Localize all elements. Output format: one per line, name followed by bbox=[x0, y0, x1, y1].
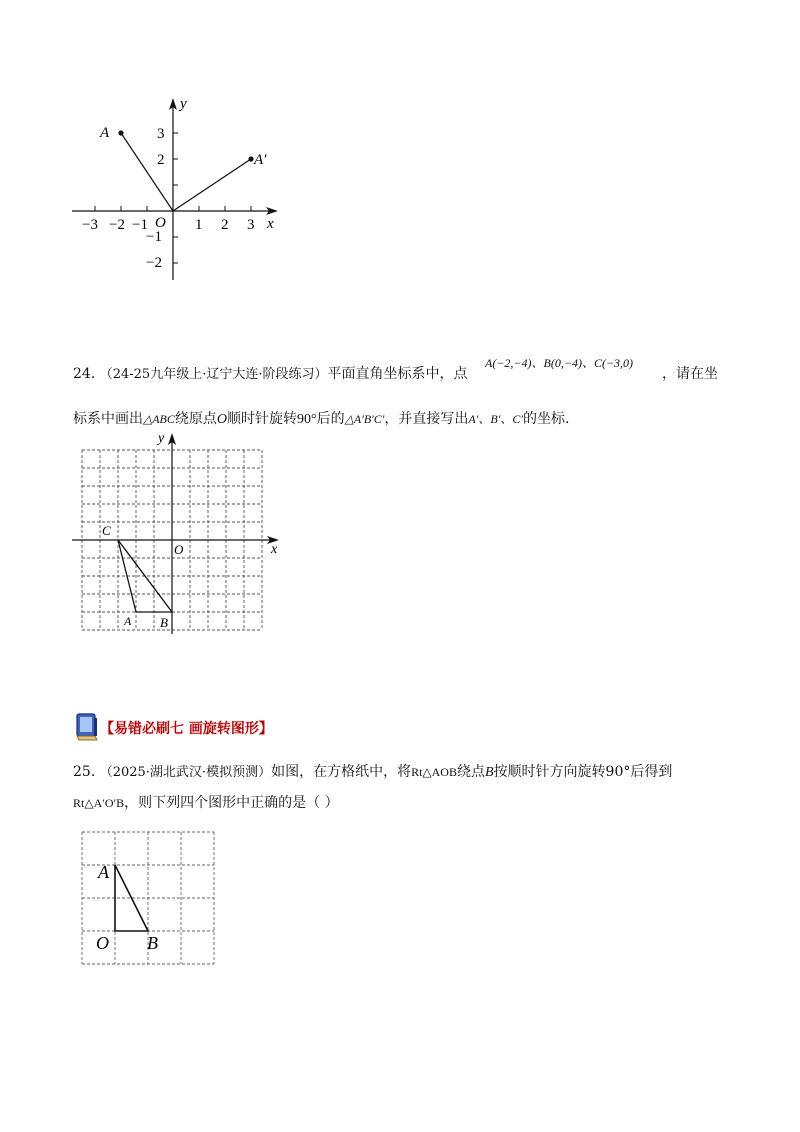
q24-text-8: 的坐标. bbox=[522, 411, 570, 427]
point-a-dot bbox=[118, 130, 123, 135]
q25-text-5: ，则下列四个图形中正确的是（ ） bbox=[124, 795, 339, 811]
origin-label: O bbox=[174, 542, 184, 557]
q24-o: O bbox=[216, 412, 228, 427]
q25-rt-prime: Rt△A′O′B bbox=[73, 796, 125, 810]
q24-line-2 bbox=[73, 409, 569, 430]
segment-oa-prime bbox=[173, 159, 251, 211]
x-axis-label: x bbox=[271, 542, 278, 557]
q25-b: B bbox=[484, 765, 494, 780]
q25-number: 25. bbox=[73, 764, 96, 780]
figure-3-grid bbox=[78, 828, 218, 970]
q25-text-4: 后得到 bbox=[630, 764, 673, 780]
figure-2-grid bbox=[70, 428, 285, 636]
tick-y-neg2: −2 bbox=[146, 255, 162, 271]
q24-deg: 90° bbox=[297, 412, 317, 427]
q24-number: 24. bbox=[73, 366, 96, 382]
tick-x-neg1: −1 bbox=[132, 217, 148, 233]
q24-coords: A(−2,−4)、B(0,−4)、C(−3,0) bbox=[485, 356, 634, 370]
q25-text-3: 按顺时针方向旋转 bbox=[493, 764, 606, 780]
q24-text-7: ，并直接写出 bbox=[384, 411, 469, 427]
q24-text-5: 顺时针旋转 bbox=[227, 411, 298, 427]
q24-text-3: 标系中画出 bbox=[73, 411, 143, 427]
point-c-label: C bbox=[102, 523, 111, 538]
q24-text-6: 后的 bbox=[316, 411, 345, 427]
tick-y-neg1: −1 bbox=[146, 229, 162, 245]
point-b-label: B bbox=[160, 615, 168, 630]
point-a-label: A bbox=[100, 125, 110, 141]
tick-x-neg3: −3 bbox=[82, 217, 98, 233]
tick-x-2: 2 bbox=[221, 217, 229, 233]
q25-line-2 bbox=[73, 793, 339, 813]
segment-oa bbox=[121, 133, 173, 211]
point-a-prime-dot bbox=[248, 156, 253, 161]
q25-rt-aob: Rt△AOB bbox=[411, 765, 457, 779]
tick-x-neg2: −2 bbox=[109, 217, 125, 233]
q24-primes: A′、B′、C′ bbox=[468, 412, 523, 426]
q24-text-4: 绕原点 bbox=[174, 411, 217, 427]
q24-line-1 bbox=[73, 364, 467, 385]
q24-tri-abc: △ABC bbox=[143, 412, 175, 426]
q24-text-2: ，请在坐 bbox=[662, 366, 718, 382]
book-icon bbox=[74, 712, 100, 742]
y-axis-label: y bbox=[158, 431, 165, 446]
section-title: 【易错必刷七 画旋转图形】 bbox=[100, 721, 273, 737]
point-b-label: B bbox=[147, 933, 158, 953]
q25-deg: 90° bbox=[605, 764, 631, 780]
q25-source: （2025·湖北武汉·模拟预测） bbox=[99, 765, 272, 780]
q24-text-1: 平面直角坐标系中，点 bbox=[327, 366, 468, 382]
q24-source: （24-25九年级上·辽宁大连·阶段练习） bbox=[99, 367, 328, 382]
point-o-label: O bbox=[96, 933, 109, 953]
point-a-label: A bbox=[98, 862, 109, 882]
tick-x-3: 3 bbox=[247, 217, 255, 233]
x-axis-label: x bbox=[267, 216, 274, 232]
y-axis-label: y bbox=[180, 96, 187, 112]
q24-tri-prime: △A′B′C′ bbox=[344, 412, 385, 426]
origin-label: O bbox=[155, 215, 166, 231]
tick-y-3: 3 bbox=[157, 126, 165, 142]
point-a-prime-label: A′ bbox=[254, 152, 267, 168]
q25-line-1 bbox=[73, 762, 672, 783]
figure-1-coordinate-plane bbox=[60, 90, 300, 290]
tick-x-1: 1 bbox=[195, 217, 203, 233]
q25-text-1: 如图，在方格纸中，将 bbox=[271, 764, 412, 780]
tick-y-2: 2 bbox=[157, 152, 165, 168]
point-a-label: A bbox=[124, 614, 132, 628]
q25-text-2: 绕点 bbox=[456, 764, 485, 780]
